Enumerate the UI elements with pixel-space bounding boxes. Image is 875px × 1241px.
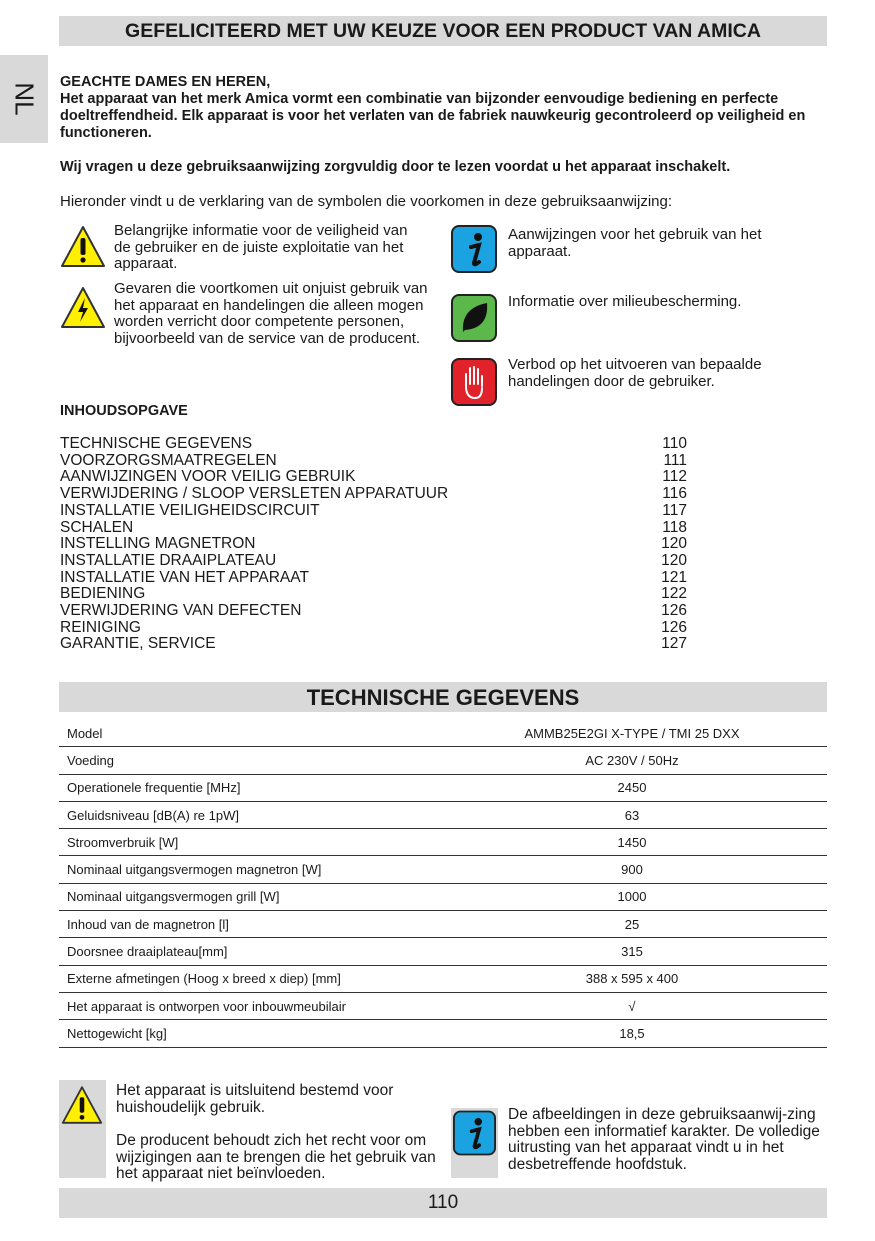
toc-item-page: 117 (662, 501, 687, 519)
intro-request: Wij vragen u deze gebruiksaanwijzing zorgvuldig door te lezen voordat u het apparaat inschakelt. (60, 159, 731, 175)
toc-item-label: VOORZORGSMAATREGELEN (60, 451, 277, 469)
spec-value: 1450 (437, 829, 827, 856)
note-household-use: Het apparaat is uitsluitend bestemd voor huishoudelijk gebruik. (116, 1082, 394, 1116)
toc-item (60, 453, 687, 470)
toc-item-page: 127 (661, 635, 687, 653)
table-row (59, 801, 827, 828)
toc-item-page: 120 (661, 535, 687, 553)
toc-item-label: INSTALLATIE VAN HET APPARAAT (60, 568, 309, 586)
language-label: NL (9, 82, 40, 116)
electric-hazard-icon (60, 285, 106, 330)
table-row (59, 883, 827, 910)
toc-item-label: REINIGING (60, 618, 141, 636)
table-row (59, 747, 827, 774)
spec-label: Doorsnee draaiplateau[mm] (59, 938, 437, 965)
leaf-icon (451, 294, 497, 342)
spec-value: 388 x 595 x 400 (437, 965, 827, 992)
legend-intro: Hieronder vindt u de verklaring van de symbolen die voorkomen in deze gebruiksaanwijzing: (60, 193, 673, 210)
spec-value: 2450 (437, 774, 827, 801)
toc-item (60, 520, 687, 537)
toc-item (60, 553, 687, 570)
toc-item-page: 111 (663, 451, 687, 469)
spec-label: Nettogewicht [kg] (59, 1020, 437, 1047)
note-illustrations: De afbeeldingen in deze gebruiksaanwij-zing hebben een informatief karakter. De volledige uitrusting van het apparaat vindt u in het desbetreffende hoofdstuk. (508, 1106, 820, 1173)
table-row (59, 1020, 827, 1047)
spec-label: Stroomverbruik [W] (59, 829, 437, 856)
spec-value: √ (437, 992, 827, 1019)
toc-item-label: GARANTIE, SERVICE (60, 635, 216, 653)
table-row (59, 938, 827, 965)
page-number: 110 (59, 1188, 827, 1218)
toc-item-label: BEDIENING (60, 585, 146, 603)
toc-item (60, 503, 687, 520)
toc-item (60, 586, 687, 603)
toc-item-label: VERWIJDERING / SLOOP VERSLETEN APPARATUUR (60, 485, 449, 503)
page-title: GEFELICITEERD MET UW KEUZE VOOR EEN PRODUCT VAN AMICA (59, 16, 827, 46)
symbol-text-electric: Gevaren die voortkomen uit onjuist gebruik van het apparaat en handelingen die alleen mogen worden verricht door competente personen, bijvoorbeeld van de service van de producent. (114, 280, 428, 347)
table-row (59, 856, 827, 883)
symbol-text-info: Aanwijzingen voor het gebruik van het apparaat. (508, 226, 762, 260)
toc-item (60, 536, 687, 553)
intro (60, 74, 820, 193)
table-row (59, 992, 827, 1019)
toc-item (60, 620, 687, 637)
toc-item-page: 112 (662, 468, 687, 486)
spec-value: 315 (437, 938, 827, 965)
toc-item-label: TECHNISCHE GEGEVENS (60, 435, 253, 452)
toc-item-label: INSTALLATIE VEILIGHEIDSCIRCUIT (60, 501, 320, 519)
table-row (59, 965, 827, 992)
toc-item (60, 486, 687, 503)
note-modifications: De producent behoudt zich het recht voor om wijzigingen aan te brengen die het gebruik van het apparaat niet beïnvloeden. (116, 1132, 436, 1182)
toc-item-label: SCHALEN (60, 518, 134, 536)
spec-label: Model (59, 720, 437, 747)
language-tab (0, 55, 48, 143)
toc-item-label: INSTELLING MAGNETRON (60, 535, 256, 553)
table-row (59, 829, 827, 856)
toc-item (60, 436, 687, 453)
spec-label: Voeding (59, 747, 437, 774)
greeting: GEACHTE DAMES EN HEREN, (60, 74, 271, 90)
toc-item (60, 570, 687, 587)
spec-value: AMMB25E2GI X-TYPE / TMI 25 DXX (437, 720, 827, 747)
toc-item-page: 121 (661, 568, 687, 586)
symbol-text-leaf: Informatie over milieubescherming. (508, 293, 742, 310)
toc-item-label: VERWIJDERING VAN DEFECTEN (60, 602, 302, 620)
toc-item-page: 126 (661, 618, 687, 636)
toc-item (60, 603, 687, 620)
stop-hand-icon (451, 358, 497, 406)
table-of-contents (60, 436, 687, 653)
toc-item-page: 120 (661, 551, 687, 569)
spec-label: Inhoud van de magnetron [l] (59, 911, 437, 938)
spec-label: Nominaal uitgangsvermogen magnetron [W] (59, 856, 437, 883)
toc-item-page: 110 (662, 435, 687, 452)
toc-item-page: 126 (661, 602, 687, 620)
toc-item (60, 636, 687, 653)
toc-item-page: 122 (661, 585, 687, 603)
spec-value: 1000 (437, 883, 827, 910)
toc-item-label: INSTALLATIE DRAAIPLATEAU (60, 551, 277, 569)
symbol-text-warning: Belangrijke informatie voor de veiligheid van de gebruiker en de juiste exploitatie van het apparaat. (114, 222, 408, 272)
spec-label: Het apparaat is ontworpen voor inbouwmeubilair (59, 992, 437, 1019)
info-icon (453, 1110, 496, 1156)
toc-item-page: 118 (662, 518, 687, 536)
section-title: TECHNISCHE GEGEVENS (59, 682, 827, 712)
table-row (59, 774, 827, 801)
table-row (59, 720, 827, 747)
toc-title: INHOUDSOPGAVE (60, 403, 188, 419)
spec-label: Nominaal uitgangsvermogen grill [W] (59, 883, 437, 910)
symbol-text-prohibition: Verbod op het uitvoeren van bepaalde handelingen door de gebruiker. (508, 356, 762, 390)
spec-value: 63 (437, 801, 827, 828)
warning-icon (60, 224, 106, 269)
spec-label: Geluidsniveau [dB(A) re 1pW] (59, 801, 437, 828)
toc-item-page: 116 (662, 485, 687, 503)
toc-item-label: AANWIJZINGEN VOOR VEILIG GEBRUIK (60, 468, 356, 486)
spec-value: 18,5 (437, 1020, 827, 1047)
table-row (59, 911, 827, 938)
spec-value: 25 (437, 911, 827, 938)
spec-label: Externe afmetingen (Hoog x breed x diep) [mm] (59, 965, 437, 992)
spec-value: 900 (437, 856, 827, 883)
spec-value: AC 230V / 50Hz (437, 747, 827, 774)
spec-label: Operationele frequentie [MHz] (59, 774, 437, 801)
info-icon (451, 225, 497, 273)
spec-table (59, 720, 827, 1048)
intro-paragraph: Het apparaat van het merk Amica vormt een combinatie van bijzonder eenvoudige bediening en perfecte doeltreffendheid. Elk apparaat is voor het verlaten van de fabriek nauwkeurig gecontroleerd op veiligheid en functioneren. (60, 91, 806, 141)
warning-icon (61, 1084, 103, 1126)
toc-item (60, 469, 687, 486)
